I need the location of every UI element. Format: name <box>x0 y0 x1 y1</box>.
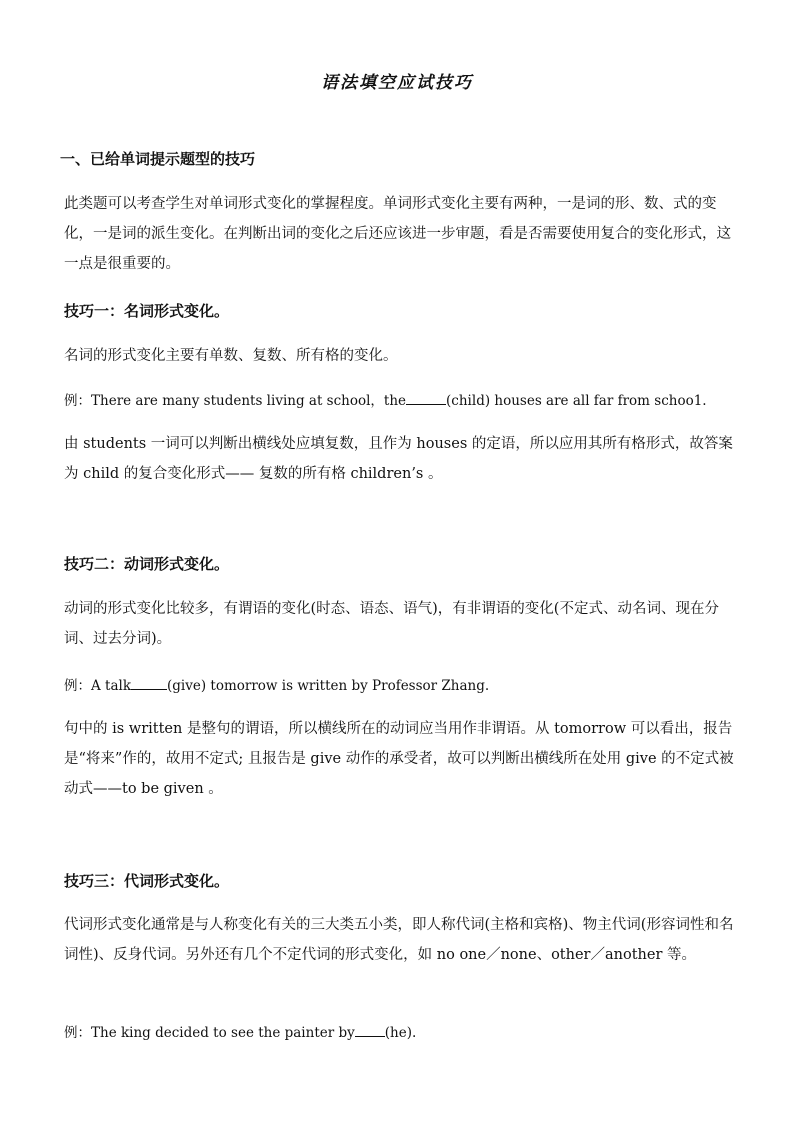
example-text-before: 例：A talk <box>64 678 132 694</box>
tip2-explanation: 句中的 is written 是整句的谓语，所以横线所在的动词应当用作非谓语。从 tomorrow 可以看出，报告是“将来”作的，故用不定式; 且报告是 give 动作的承受者，故可以判断出横线所在处用 give 的不定式被动式——to be given 。 <box>64 721 734 797</box>
section-heading: 一、已给单词提示题型的技巧 <box>60 150 256 168</box>
example-text-after: (child) houses are all far from schoo1. <box>446 393 707 409</box>
document-title: 语法填空应试技巧 <box>321 73 473 93</box>
tip1-example <box>64 386 744 416</box>
example-text-after: (give) tomorrow is written by Professor Zhang. <box>167 678 490 694</box>
tip3-heading: 技巧三：代词形式变化。 <box>64 872 230 890</box>
example-text-after: (he). <box>384 1025 417 1041</box>
section-intro: 此类题可以考查学生对单词形式变化的掌握程度。单词形式变化主要有两种，一是词的形、数、式的变化，一是词的派生变化。在判断出词的变化之后还应该进一步审题，看是否需要使用复合的变化形式，这一点是很重要的。 <box>64 196 731 272</box>
tip2-example <box>64 671 744 701</box>
tip1-description: 名词的形式变化主要有单数、复数、所有格的变化。 <box>64 348 398 364</box>
example-text-before: 例：There are many students living at school，the <box>64 393 407 409</box>
answer-blank <box>131 675 167 690</box>
tip3-example <box>64 1018 744 1048</box>
tip1-explanation: 由 students 一词可以判断出横线处应填复数，且作为 houses 的定语，所以应用其所有格形式，故答案为 child 的复合变化形式—— 复数的所有格 children’s 。 <box>64 436 733 482</box>
tip3-description: 代词形式变化通常是与人称变化有关的三大类五小类，即人称代词(主格和宾格)、物主代词(形容词性和名词性)、反身代词。另外还有几个不定代词的形式变化，如 no one／none、other／another 等。 <box>64 917 734 963</box>
tip1-heading: 技巧一：名词形式变化。 <box>64 302 230 320</box>
answer-blank <box>355 1022 385 1037</box>
example-text-before: 例：The king decided to see the painter by <box>64 1025 355 1041</box>
answer-blank <box>406 390 446 405</box>
tip2-heading: 技巧二：动词形式变化。 <box>64 555 230 573</box>
tip2-description: 动词的形式变化比较多，有谓语的变化(时态、语态、语气)，有非谓语的变化(不定式、动名词、现在分词、过去分词)。 <box>64 601 719 647</box>
